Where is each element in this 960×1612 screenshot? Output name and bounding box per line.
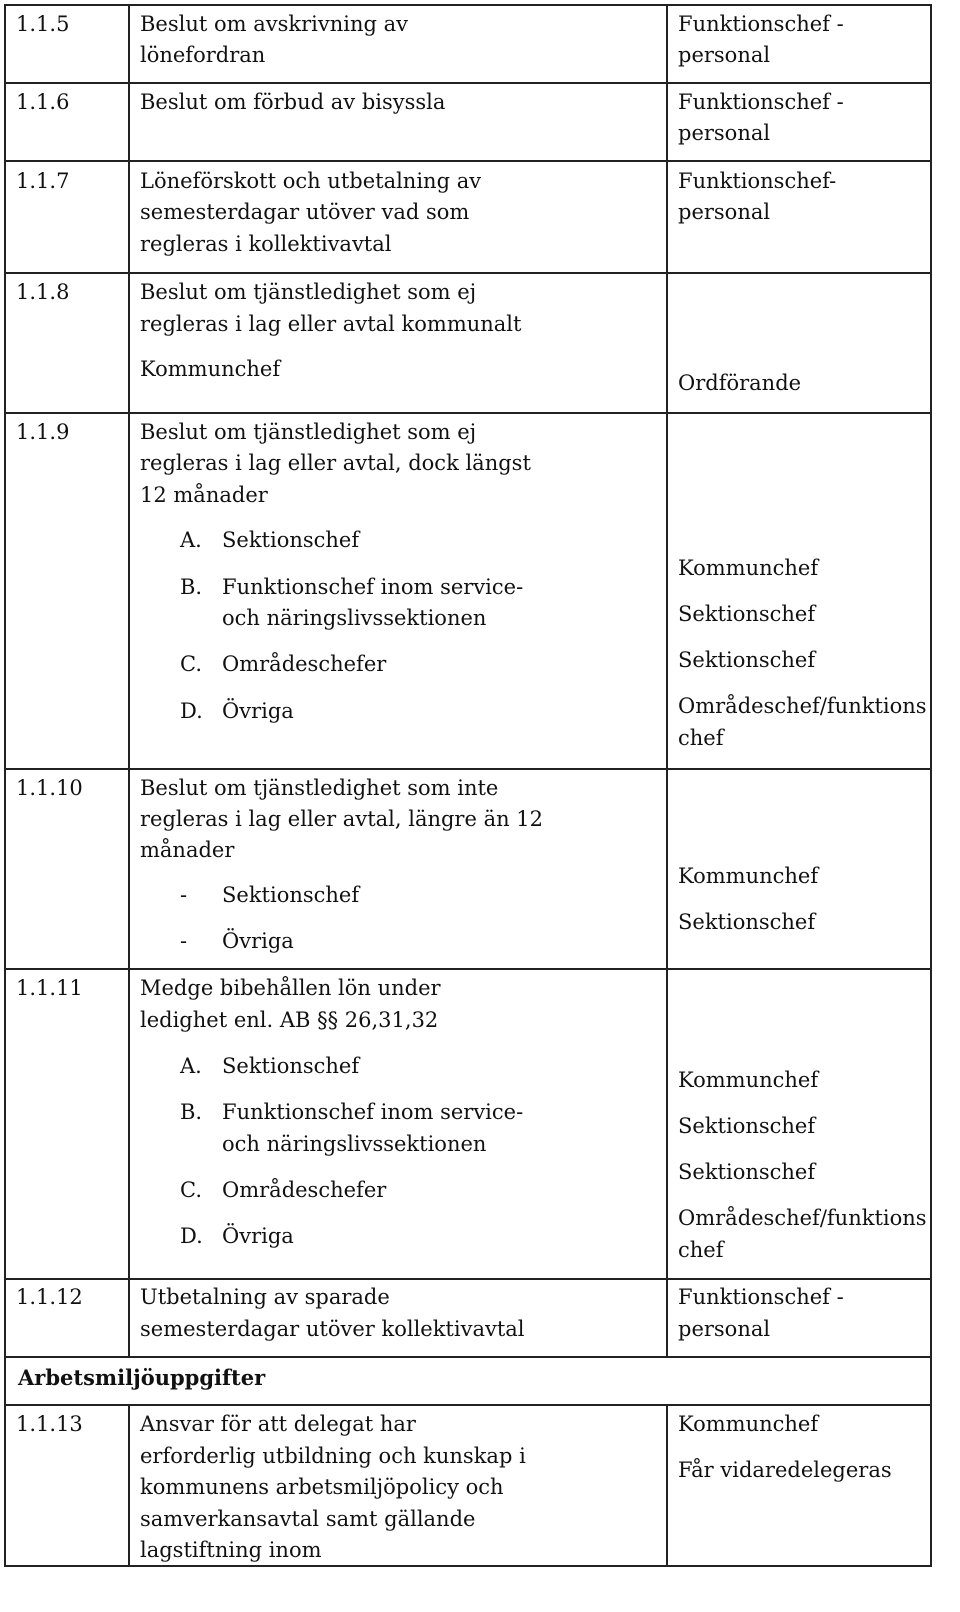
- row-divider: [4, 160, 930, 162]
- row-delegate: Sektionschef: [678, 1114, 816, 1138]
- section-header: Arbetsmiljöuppgifter: [18, 1365, 266, 1390]
- row-number: 1.1.7: [16, 169, 70, 193]
- row-description: Beslut om tjänstledighet som ej: [140, 420, 477, 444]
- row-number: 1.1.10: [16, 776, 83, 800]
- row-sub-item: Övriga: [222, 699, 294, 723]
- row-sub-item: och näringslivssektionen: [222, 1132, 487, 1156]
- row-sub-item: Sektionschef: [222, 1054, 360, 1078]
- row-description: semesterdagar utöver kollektivavtal: [140, 1317, 525, 1341]
- row-delegate: Funktionschef-: [678, 169, 837, 193]
- row-divider: [4, 768, 930, 770]
- row-number: 1.1.12: [16, 1285, 83, 1309]
- list-marker: -: [180, 929, 188, 953]
- row-description: Utbetalning av sparade: [140, 1285, 390, 1309]
- table-border-right: [930, 4, 932, 1567]
- row-description: samverkansavtal samt gällande: [140, 1507, 476, 1531]
- row-description: regleras i lag eller avtal, längre än 12: [140, 807, 544, 831]
- row-number: 1.1.5: [16, 12, 70, 36]
- row-delegate: Ordförande: [678, 371, 802, 395]
- row-delegate: Kommunchef: [678, 1068, 819, 1092]
- list-marker: D.: [180, 699, 203, 723]
- list-marker: C.: [180, 652, 202, 676]
- row-sub-item: och näringslivssektionen: [222, 606, 487, 630]
- list-marker: B.: [180, 1100, 203, 1124]
- row-description: semesterdagar utöver vad som: [140, 200, 470, 224]
- row-delegate: Sektionschef: [678, 910, 816, 934]
- row-description: kommunens arbetsmiljöpolicy och: [140, 1475, 504, 1499]
- row-delegate: personal: [678, 121, 771, 145]
- row-delegate: chef: [678, 726, 724, 750]
- row-delegate: Får vidaredelegeras: [678, 1458, 892, 1482]
- row-sub-item: Sektionschef: [222, 528, 360, 552]
- row-sub-item: Områdeschefer: [222, 652, 387, 676]
- list-marker: -: [180, 883, 188, 907]
- row-description: regleras i lag eller avtal kommunalt: [140, 312, 522, 336]
- column-divider: [666, 4, 668, 1358]
- row-description: Medge bibehållen lön under: [140, 976, 441, 1000]
- row-description: Löneförskott och utbetalning av: [140, 169, 482, 193]
- row-sub-item: Övriga: [222, 1224, 294, 1248]
- row-description: månader: [140, 838, 235, 862]
- row-description: erforderlig utbildning och kunskap i: [140, 1444, 526, 1468]
- row-description: Beslut om avskrivning av: [140, 12, 408, 36]
- row-delegate: Kommunchef: [678, 1412, 819, 1436]
- row-number: 1.1.9: [16, 420, 70, 444]
- row-description: regleras i lag eller avtal, dock längst: [140, 451, 531, 475]
- row-divider: [4, 272, 930, 274]
- row-delegate: Kommunchef: [678, 864, 819, 888]
- row-description: Beslut om förbud av bisyssla: [140, 90, 446, 114]
- row-delegate: Kommunchef: [678, 556, 819, 580]
- row-description: Beslut om tjänstledighet som ej: [140, 280, 477, 304]
- row-description: regleras i kollektivavtal: [140, 232, 392, 256]
- row-description: lönefordran: [140, 43, 266, 67]
- row-description: 12 månader: [140, 483, 268, 507]
- row-divider: [4, 1404, 930, 1406]
- list-marker: B.: [180, 575, 203, 599]
- row-delegate: chef: [678, 1238, 724, 1262]
- row-sub-item: Funktionschef inom service-: [222, 575, 524, 599]
- row-sub-item: Sektionschef: [222, 883, 360, 907]
- list-marker: A.: [180, 1054, 202, 1078]
- row-number: 1.1.13: [16, 1412, 83, 1436]
- row-divider: [4, 1278, 930, 1280]
- column-divider: [666, 1404, 668, 1567]
- list-marker: C.: [180, 1178, 202, 1202]
- row-delegate: Sektionschef: [678, 1160, 816, 1184]
- row-divider: [4, 1356, 930, 1358]
- row-delegate: Funktionschef -: [678, 90, 844, 114]
- row-number: 1.1.11: [16, 976, 83, 1000]
- column-divider: [128, 1404, 130, 1567]
- row-description: Ansvar för att delegat har: [140, 1412, 416, 1436]
- row-delegate: Områdeschef/funktions: [678, 1206, 927, 1230]
- row-divider: [4, 4, 930, 6]
- row-delegate: Funktionschef -: [678, 12, 844, 36]
- row-delegate: personal: [678, 200, 771, 224]
- row-sub-item: Funktionschef inom service-: [222, 1100, 524, 1124]
- row-divider: [4, 82, 930, 84]
- row-number: 1.1.6: [16, 90, 70, 114]
- row-sub-item: Kommunchef: [140, 357, 281, 381]
- row-delegate: personal: [678, 43, 771, 67]
- list-marker: D.: [180, 1224, 203, 1248]
- row-description: ledighet enl. AB §§ 26,31,32: [140, 1008, 439, 1032]
- row-number: 1.1.8: [16, 280, 70, 304]
- row-sub-item: Övriga: [222, 929, 294, 953]
- row-delegate: Sektionschef: [678, 602, 816, 626]
- row-description: Beslut om tjänstledighet som inte: [140, 776, 499, 800]
- row-divider: [4, 968, 930, 970]
- list-marker: A.: [180, 528, 202, 552]
- column-divider: [128, 4, 130, 1358]
- row-delegate: personal: [678, 1317, 771, 1341]
- row-delegate: Funktionschef -: [678, 1285, 844, 1309]
- table-border-left: [4, 4, 6, 1567]
- row-delegate: Sektionschef: [678, 648, 816, 672]
- row-divider: [4, 412, 930, 414]
- row-delegate: Områdeschef/funktions: [678, 694, 927, 718]
- row-description: lagstiftning inom: [140, 1538, 322, 1562]
- row-sub-item: Områdeschefer: [222, 1178, 387, 1202]
